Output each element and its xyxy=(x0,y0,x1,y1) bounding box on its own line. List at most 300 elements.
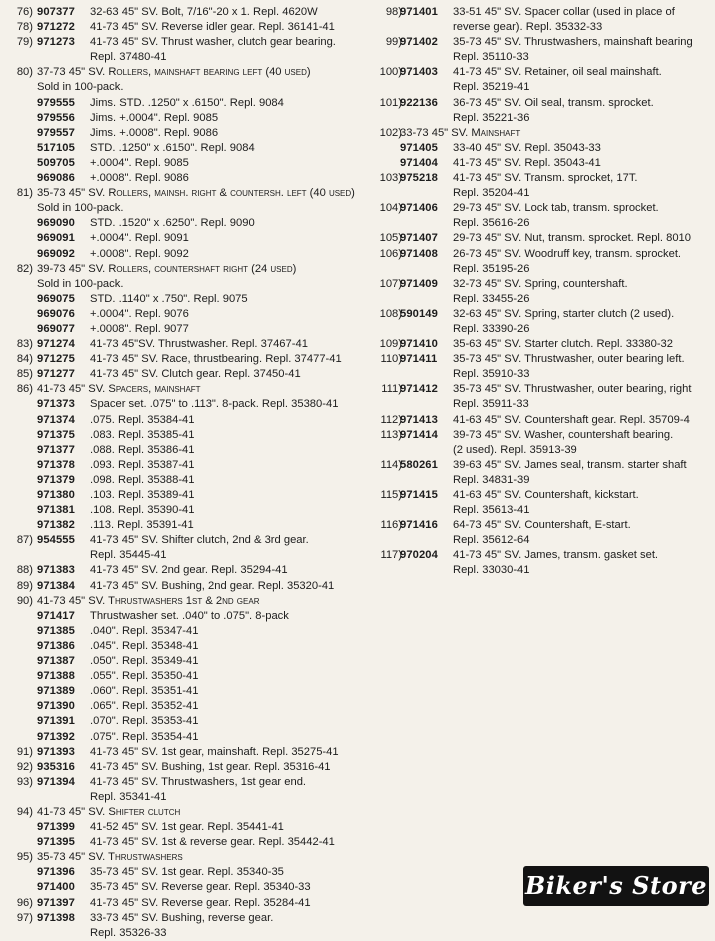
catalog-entry-sub xyxy=(4,865,370,880)
catalog-entry-item xyxy=(373,35,715,50)
part-description: 33-51 45" SV. Spacer collar (used in place of xyxy=(453,6,675,18)
part-description: Repl. 35341-41 xyxy=(90,790,167,803)
catalog-entry-sub xyxy=(4,880,370,895)
part-description: .075". Repl. 35354-41 xyxy=(90,730,199,743)
catalog-entry-item xyxy=(373,231,715,246)
part-description: Repl. 35326-33 xyxy=(90,926,167,939)
part-description: Repl. 33030-41 xyxy=(453,564,530,577)
catalog-entry-hcont xyxy=(4,201,370,216)
part-number: 590149 xyxy=(400,307,438,320)
part-number: 971374 xyxy=(37,413,75,426)
item-number: 94) xyxy=(16,805,33,818)
catalog-entry-cont xyxy=(373,216,715,231)
catalog-entry-sub xyxy=(4,413,370,428)
catalog-entry-sub xyxy=(4,111,370,126)
catalog-entry-sub xyxy=(4,669,370,684)
catalog-entry-item xyxy=(4,35,370,50)
part-number: 971380 xyxy=(37,489,75,501)
part-description: +.0008". Repl. 9086 xyxy=(90,172,189,185)
part-number: 517105 xyxy=(37,141,75,154)
catalog-entry-cont xyxy=(4,548,370,563)
catalog-entry-item xyxy=(373,382,715,397)
part-description: STD. .1250" x .6150". Repl. 9084 xyxy=(90,141,255,154)
part-number: 969091 xyxy=(37,232,75,245)
catalog-entry-sub xyxy=(4,231,370,246)
part-description: 41-73 45" SV. Reverse gear. Repl. 35284-41 xyxy=(90,896,311,909)
catalog-entry-sub xyxy=(4,820,370,835)
catalog-entry-hcont xyxy=(4,277,370,292)
catalog-entry-cont xyxy=(373,443,715,458)
catalog-entry-sub xyxy=(4,458,370,473)
catalog-entry-sub xyxy=(4,322,370,337)
part-description: 29-73 45" SV. Nut, transm. sprocket. Repl. 8010 xyxy=(453,232,692,245)
item-number: 78) xyxy=(16,21,33,34)
part-description: Jims. STD. .1250" x .6150". Repl. 9084 xyxy=(90,96,284,109)
catalog-entry-cont xyxy=(373,367,715,382)
item-number: 107) xyxy=(379,277,402,290)
part-description: 41-73 45" SV. Thrustwashers 1st & 2nd gear xyxy=(37,594,260,607)
part-number: 971388 xyxy=(37,670,75,683)
item-number: 80) xyxy=(16,66,33,79)
part-number: 971377 xyxy=(37,443,75,456)
catalog-entry-item xyxy=(4,579,370,594)
item-number: 89) xyxy=(16,579,33,592)
part-description: 35-73 45" SV. Reverse gear. Repl. 35340-33 xyxy=(90,881,311,894)
part-description: Sold in 100-pack. xyxy=(37,81,124,94)
part-description: Jims. +.0004". Repl. 9085 xyxy=(90,111,219,124)
part-description: 41-73 45" SV. Thrustwashers, 1st gear end. xyxy=(90,775,307,788)
part-number: 971396 xyxy=(37,866,75,879)
part-description: .093. Repl. 35387-41 xyxy=(90,458,195,471)
catalog-entry-sub xyxy=(4,216,370,231)
item-number: 85) xyxy=(16,368,33,381)
part-description: 29-73 45" SV. Lock tab, transm. sprocket. xyxy=(453,202,659,215)
catalog-entry-sub xyxy=(4,684,370,699)
part-description: Repl. 33455-26 xyxy=(453,292,530,305)
catalog-entry-sub xyxy=(4,639,370,654)
catalog-entry-sub xyxy=(4,518,370,533)
catalog-entry-item xyxy=(4,911,370,926)
part-number: 970204 xyxy=(400,549,438,562)
item-number: 92) xyxy=(16,760,33,773)
catalog-entry-item xyxy=(373,337,715,352)
item-number: 93) xyxy=(16,775,33,788)
part-number: 971406 xyxy=(400,202,438,215)
part-number: 971401 xyxy=(400,6,438,18)
part-number: 975218 xyxy=(400,172,438,185)
catalog-entry-cont xyxy=(373,186,715,201)
part-description: 41-73 45" SV. Thrust washer, clutch gear bearing. xyxy=(90,36,336,49)
item-number: 114) xyxy=(380,458,402,471)
part-description: 39-73 45" SV. Rollers, countershaft right (24 used) xyxy=(37,262,297,275)
item-number: 91) xyxy=(16,745,33,758)
catalog-entry-item xyxy=(4,745,370,760)
item-number: 96) xyxy=(16,896,33,909)
catalog-entry-item xyxy=(373,96,715,111)
catalog-entry-sub xyxy=(4,443,370,458)
part-description: 41-73 45" SV. 1st & reverse gear. Repl. 35442-41 xyxy=(90,836,335,849)
part-number: 969077 xyxy=(37,322,75,335)
catalog-entry-sub xyxy=(4,503,370,518)
part-number: 969090 xyxy=(37,217,75,230)
catalog-entry-item xyxy=(373,458,715,473)
part-description: STD. .1140" x .750". Repl. 9075 xyxy=(90,292,248,305)
catalog-entry-item xyxy=(4,775,370,790)
catalog-entry-sub xyxy=(4,835,370,850)
part-number: 922136 xyxy=(400,96,438,109)
part-number: 971405 xyxy=(400,141,438,154)
part-description: 41-73 45" SV. Shifter clutch, 2nd & 3rd gear. xyxy=(90,534,309,547)
part-description: Repl. 35910-33 xyxy=(453,368,530,381)
part-description: 35-73 45" SV. 1st gear. Repl. 35340-35 xyxy=(90,866,284,879)
part-description: Repl. 35613-41 xyxy=(453,504,530,517)
part-number: 971404 xyxy=(400,156,438,169)
catalog-entry-hcont xyxy=(4,80,370,95)
bikers-store-logo: Biker's Store xyxy=(523,866,709,906)
item-number: 84) xyxy=(16,353,33,366)
part-number: 969076 xyxy=(37,307,75,320)
part-number: 971398 xyxy=(37,911,75,924)
part-number: 971390 xyxy=(37,700,75,713)
part-description: 35-73 45" SV. Rollers, mainsh. right & countersh. left (40 used) xyxy=(37,187,355,200)
part-number: 971412 xyxy=(400,383,438,396)
part-description: Jims. +.0008". Repl. 9086 xyxy=(90,126,219,139)
catalog-entry-item xyxy=(373,65,715,80)
catalog-entry-head xyxy=(4,805,370,820)
catalog-entry-item xyxy=(373,518,715,533)
item-number: 110) xyxy=(380,353,402,366)
part-description: .108. Repl. 35390-41 xyxy=(90,504,195,517)
part-number: 969092 xyxy=(37,247,75,260)
catalog-entry-sub xyxy=(4,397,370,412)
catalog-entry-sub xyxy=(4,307,370,322)
catalog-entry-sub xyxy=(4,699,370,714)
item-number: 103) xyxy=(379,172,402,185)
catalog-entry-sub xyxy=(373,156,715,171)
part-description: 41-63 45" SV. Countershaft, kickstart. xyxy=(453,489,639,501)
part-number: 971384 xyxy=(37,579,75,592)
part-number: 971410 xyxy=(400,338,438,351)
part-description: +.0004". Repl. 9091 xyxy=(90,232,189,245)
part-description: +.0004". Repl. 9076 xyxy=(90,307,189,320)
item-number: 105) xyxy=(379,232,402,245)
part-number: 971273 xyxy=(37,36,75,49)
part-description: .075. Repl. 35384-41 xyxy=(90,413,195,426)
catalog-entry-cont xyxy=(373,322,715,337)
part-number: 971277 xyxy=(37,368,75,381)
part-number: 971394 xyxy=(37,775,75,788)
part-description: 41-73 45" SV. 2nd gear. Repl. 35294-41 xyxy=(90,564,288,577)
item-number: 79) xyxy=(16,36,33,49)
catalog-entry-item xyxy=(373,247,715,262)
item-number: 116) xyxy=(380,519,402,532)
part-description: 41-73 45" SV. Retainer, oil seal mainshaft. xyxy=(453,66,662,79)
part-description: 35-73 45" SV. Thrustwashers, mainshaft bearing xyxy=(453,36,693,49)
item-number: 87) xyxy=(16,534,33,547)
catalog-entry-item xyxy=(373,352,715,367)
part-description: 41-73 45" SV. Repl. 35043-41 xyxy=(453,156,601,169)
part-description: 41-73 45" SV. Spacers, mainshaft xyxy=(37,383,201,396)
part-number: 971413 xyxy=(400,413,438,426)
item-number: 81) xyxy=(16,187,33,200)
part-description: STD. .1520" x .6250". Repl. 9090 xyxy=(90,217,255,230)
part-description: Repl. 35445-41 xyxy=(90,549,167,562)
catalog-entry-cont xyxy=(373,533,715,548)
part-number: 971411 xyxy=(400,353,438,366)
catalog-entry-cont xyxy=(373,111,715,126)
part-description: +.0008". Repl. 9077 xyxy=(90,322,189,335)
part-description: Repl. 35612-64 xyxy=(453,534,530,547)
part-description: Thrustwasher set. .040" to .075". 8-pack xyxy=(90,609,289,622)
catalog-entry-cont xyxy=(373,473,715,488)
part-number: 580261 xyxy=(400,458,438,471)
catalog-entry-sub xyxy=(4,96,370,111)
catalog-entry-sub xyxy=(4,473,370,488)
part-description: 41-73 45" SV. Race, thrustbearing. Repl. 37477-41 xyxy=(90,353,342,366)
catalog-entry-head xyxy=(4,262,370,277)
part-description: 41-73 45" SV. James, transm. gasket set. xyxy=(453,549,659,562)
catalog-entry-cont xyxy=(373,563,715,578)
part-number: 971402 xyxy=(400,36,438,49)
catalog-entry-sub xyxy=(4,247,370,262)
part-description: 41-73 45" SV. Shifter clutch xyxy=(37,805,181,818)
item-number: 99) xyxy=(385,36,402,49)
part-description: Repl. 35204-41 xyxy=(453,187,530,200)
item-number: 86) xyxy=(16,383,33,396)
part-description: +.0004". Repl. 9085 xyxy=(90,156,189,169)
part-description: 32-63 45" SV. Bolt, 7/16"-20 x 1. Repl. 4620W xyxy=(90,6,318,18)
catalog-entry-cont xyxy=(373,397,715,412)
catalog-entry-item xyxy=(373,307,715,322)
item-number: 104) xyxy=(379,202,402,215)
part-description: .098. Repl. 35388-41 xyxy=(90,473,195,486)
part-description: .070". Repl. 35353-41 xyxy=(90,715,199,728)
item-number: 109) xyxy=(379,338,402,351)
part-number: 971389 xyxy=(37,685,75,698)
part-number: 971379 xyxy=(37,473,75,486)
part-number: 935316 xyxy=(37,760,75,773)
catalog-entry-item xyxy=(4,352,370,367)
part-description: .088. Repl. 35386-41 xyxy=(90,443,195,456)
part-description: 35-73 45" SV. Thrustwasher, outer bearing, right xyxy=(453,383,692,396)
catalog-entry-head xyxy=(4,382,370,397)
item-number: 88) xyxy=(16,564,33,577)
part-description: .060". Repl. 35351-41 xyxy=(90,685,199,698)
catalog-entry-head xyxy=(4,594,370,609)
part-number: 979555 xyxy=(37,96,75,109)
part-number: 971417 xyxy=(37,609,75,622)
part-number: 971375 xyxy=(37,428,75,441)
catalog-entry-item xyxy=(373,171,715,186)
catalog-entry-cont xyxy=(373,292,715,307)
catalog-entry-sub xyxy=(4,428,370,443)
catalog-entry-item xyxy=(4,20,370,35)
part-number: 971378 xyxy=(37,458,75,471)
catalog-entry-item xyxy=(4,760,370,775)
catalog-entry-item xyxy=(4,5,370,20)
part-number: 971381 xyxy=(37,504,75,517)
catalog-entry-cont xyxy=(4,926,370,941)
item-number: 101) xyxy=(379,96,402,109)
part-number: 971408 xyxy=(400,247,438,260)
item-number: 102) xyxy=(379,126,402,139)
part-description: Sold in 100-pack. xyxy=(37,202,124,215)
part-number: 971272 xyxy=(37,21,75,34)
part-description: +.0008". Repl. 9092 xyxy=(90,247,189,260)
catalog-entry-cont xyxy=(4,50,370,65)
catalog-entry-head xyxy=(4,850,370,865)
item-number: 108) xyxy=(379,307,402,320)
catalog-entry-sub xyxy=(373,141,715,156)
part-number: 971383 xyxy=(37,564,75,577)
catalog-entry-sub xyxy=(4,171,370,186)
catalog-entry-item xyxy=(373,201,715,216)
catalog-entry-cont xyxy=(373,80,715,95)
part-description: 41-73 45" SV. Reverse idler gear. Repl. 36141-41 xyxy=(90,21,335,34)
catalog-entry-sub xyxy=(4,624,370,639)
item-number: 82) xyxy=(16,262,33,275)
part-description: 41-73 45" SV. Bushing, 1st gear. Repl. 35316-41 xyxy=(90,760,331,773)
part-description: .113. Repl. 35391-41 xyxy=(90,519,194,532)
part-number: 971385 xyxy=(37,624,75,637)
catalog-entry-sub xyxy=(4,292,370,307)
part-description: Repl. 35221-36 xyxy=(453,111,530,124)
part-number: 969086 xyxy=(37,172,75,185)
part-description: Repl. 37480-41 xyxy=(90,51,167,64)
part-description: 41-52 45" SV. 1st gear. Repl. 35441-41 xyxy=(90,821,284,834)
item-number: 112) xyxy=(380,413,402,426)
catalog-entry-head xyxy=(4,186,370,201)
item-number: 83) xyxy=(16,338,33,351)
part-number: 971386 xyxy=(37,639,75,652)
catalog-entry-sub xyxy=(4,126,370,141)
part-number: 971416 xyxy=(400,519,438,532)
item-number: 106) xyxy=(379,247,402,260)
part-description: 33-73 45" SV. Mainshaft xyxy=(400,126,521,139)
item-number: 111) xyxy=(381,383,402,396)
part-number: 971415 xyxy=(400,489,438,501)
part-number: 979556 xyxy=(37,111,75,124)
part-number: 971274 xyxy=(37,338,75,351)
catalog-entry-cont xyxy=(373,503,715,518)
part-number: 971400 xyxy=(37,881,75,894)
part-description: 36-73 45" SV. Oil seal, transm. sprocket. xyxy=(453,96,654,109)
part-description: Repl. 34831-39 xyxy=(453,473,530,486)
parts-column-left xyxy=(4,5,370,941)
part-number: 971387 xyxy=(37,655,75,668)
part-description: 41-73 45" SV. Transm. sprocket, 17T. xyxy=(453,172,638,185)
part-description: 41-73 45" SV. 1st gear, mainshaft. Repl. 35275-41 xyxy=(90,745,339,758)
catalog-entry-sub xyxy=(4,714,370,729)
item-number: 100) xyxy=(379,66,402,79)
part-description: .045". Repl. 35348-41 xyxy=(90,639,199,652)
part-number: 971399 xyxy=(37,821,75,834)
part-number: 971397 xyxy=(37,896,75,909)
catalog-entry-sub xyxy=(4,730,370,745)
item-number: 98) xyxy=(385,6,402,18)
part-number: 971395 xyxy=(37,836,75,849)
part-description: 41-73 45"SV. Thrustwasher. Repl. 37467-41 xyxy=(90,338,308,351)
part-description: .065". Repl. 35352-41 xyxy=(90,700,199,713)
catalog-entry-item xyxy=(4,896,370,911)
catalog-entry-head xyxy=(4,65,370,80)
part-description: Repl. 35911-33 xyxy=(453,398,529,411)
part-number: 971392 xyxy=(37,730,75,743)
part-number: 954555 xyxy=(37,534,75,547)
part-description: 41-73 45" SV. Bushing, 2nd gear. Repl. 35320-41 xyxy=(90,579,335,592)
part-number: 509705 xyxy=(37,156,75,169)
part-description: .083. Repl. 35385-41 xyxy=(90,428,195,441)
part-number: 971275 xyxy=(37,353,75,366)
part-number: 971414 xyxy=(400,428,438,441)
item-number: 97) xyxy=(16,911,33,924)
part-description: 39-63 45" SV. James seal, transm. starter shaft xyxy=(453,458,687,471)
part-description: 32-73 45" SV. Spring, countershaft. xyxy=(453,277,628,290)
catalog-entry-cont xyxy=(373,20,715,35)
part-description: Repl. 35195-26 xyxy=(453,262,530,275)
part-description: Repl. 33390-26 xyxy=(453,322,530,335)
catalog-entry-item xyxy=(373,277,715,292)
catalog-entry-cont xyxy=(373,50,715,65)
part-description: 41-73 45" SV. Clutch gear. Repl. 37450-41 xyxy=(90,368,301,381)
catalog-entry-item xyxy=(373,428,715,443)
catalog-entry-sub xyxy=(4,156,370,171)
part-description: .055". Repl. 35350-41 xyxy=(90,670,199,683)
part-number: 971409 xyxy=(400,277,438,290)
item-number: 113) xyxy=(380,428,402,441)
part-description: Repl. 35616-26 xyxy=(453,217,530,230)
catalog-entry-sub xyxy=(4,488,370,503)
part-number: 971403 xyxy=(400,66,438,79)
part-number: 907377 xyxy=(37,6,75,18)
part-description: Repl. 35219-41 xyxy=(453,81,530,94)
part-description: 32-63 45" SV. Spring, starter clutch (2 used). xyxy=(453,307,675,320)
part-description: (2 used). Repl. 35913-39 xyxy=(453,443,577,456)
catalog-entry-cont xyxy=(373,262,715,277)
part-number: 971382 xyxy=(37,519,75,532)
part-description: .103. Repl. 35389-41 xyxy=(90,489,195,501)
catalog-entry-cont xyxy=(4,790,370,805)
part-description: Sold in 100-pack. xyxy=(37,277,124,290)
catalog-entry-item xyxy=(4,367,370,382)
part-description: 26-73 45" SV. Woodruff key, transm. sprocket. xyxy=(453,247,682,260)
part-description: 35-73 45" SV. Thrustwashers xyxy=(37,851,183,864)
part-description: 41-63 45" SV. Countershaft gear. Repl. 35709-4 xyxy=(453,413,690,426)
part-number: 971373 xyxy=(37,398,75,411)
part-description: reverse gear). Repl. 35332-33 xyxy=(453,21,603,34)
catalog-entry-item xyxy=(373,488,715,503)
part-description: Repl. 35110-33 xyxy=(453,51,529,64)
catalog-entry-sub xyxy=(4,141,370,156)
catalog-entry-item xyxy=(373,5,715,20)
part-description: 35-73 45" SV. Thrustwasher, outer bearing left. xyxy=(453,353,685,366)
catalog-entry-item xyxy=(4,563,370,578)
catalog-entry-sub xyxy=(4,654,370,669)
item-number: 115) xyxy=(380,489,402,501)
item-number: 117) xyxy=(380,549,402,562)
part-number: 969075 xyxy=(37,292,75,305)
catalog-entry-item xyxy=(4,533,370,548)
part-description: 37-73 45" SV. Rollers, mainshaft bearing left (40 used) xyxy=(37,66,311,79)
parts-column-right xyxy=(373,5,715,579)
part-description: 39-73 45" SV. Washer, countershaft bearing. xyxy=(453,428,674,441)
item-number: 90) xyxy=(16,594,33,607)
part-number: 971407 xyxy=(400,232,438,245)
catalog-entry-item xyxy=(373,413,715,428)
part-description: 33-73 45" SV. Bushing, reverse gear. xyxy=(90,911,274,924)
item-number: 76) xyxy=(16,6,33,18)
part-description: .050". Repl. 35349-41 xyxy=(90,655,199,668)
